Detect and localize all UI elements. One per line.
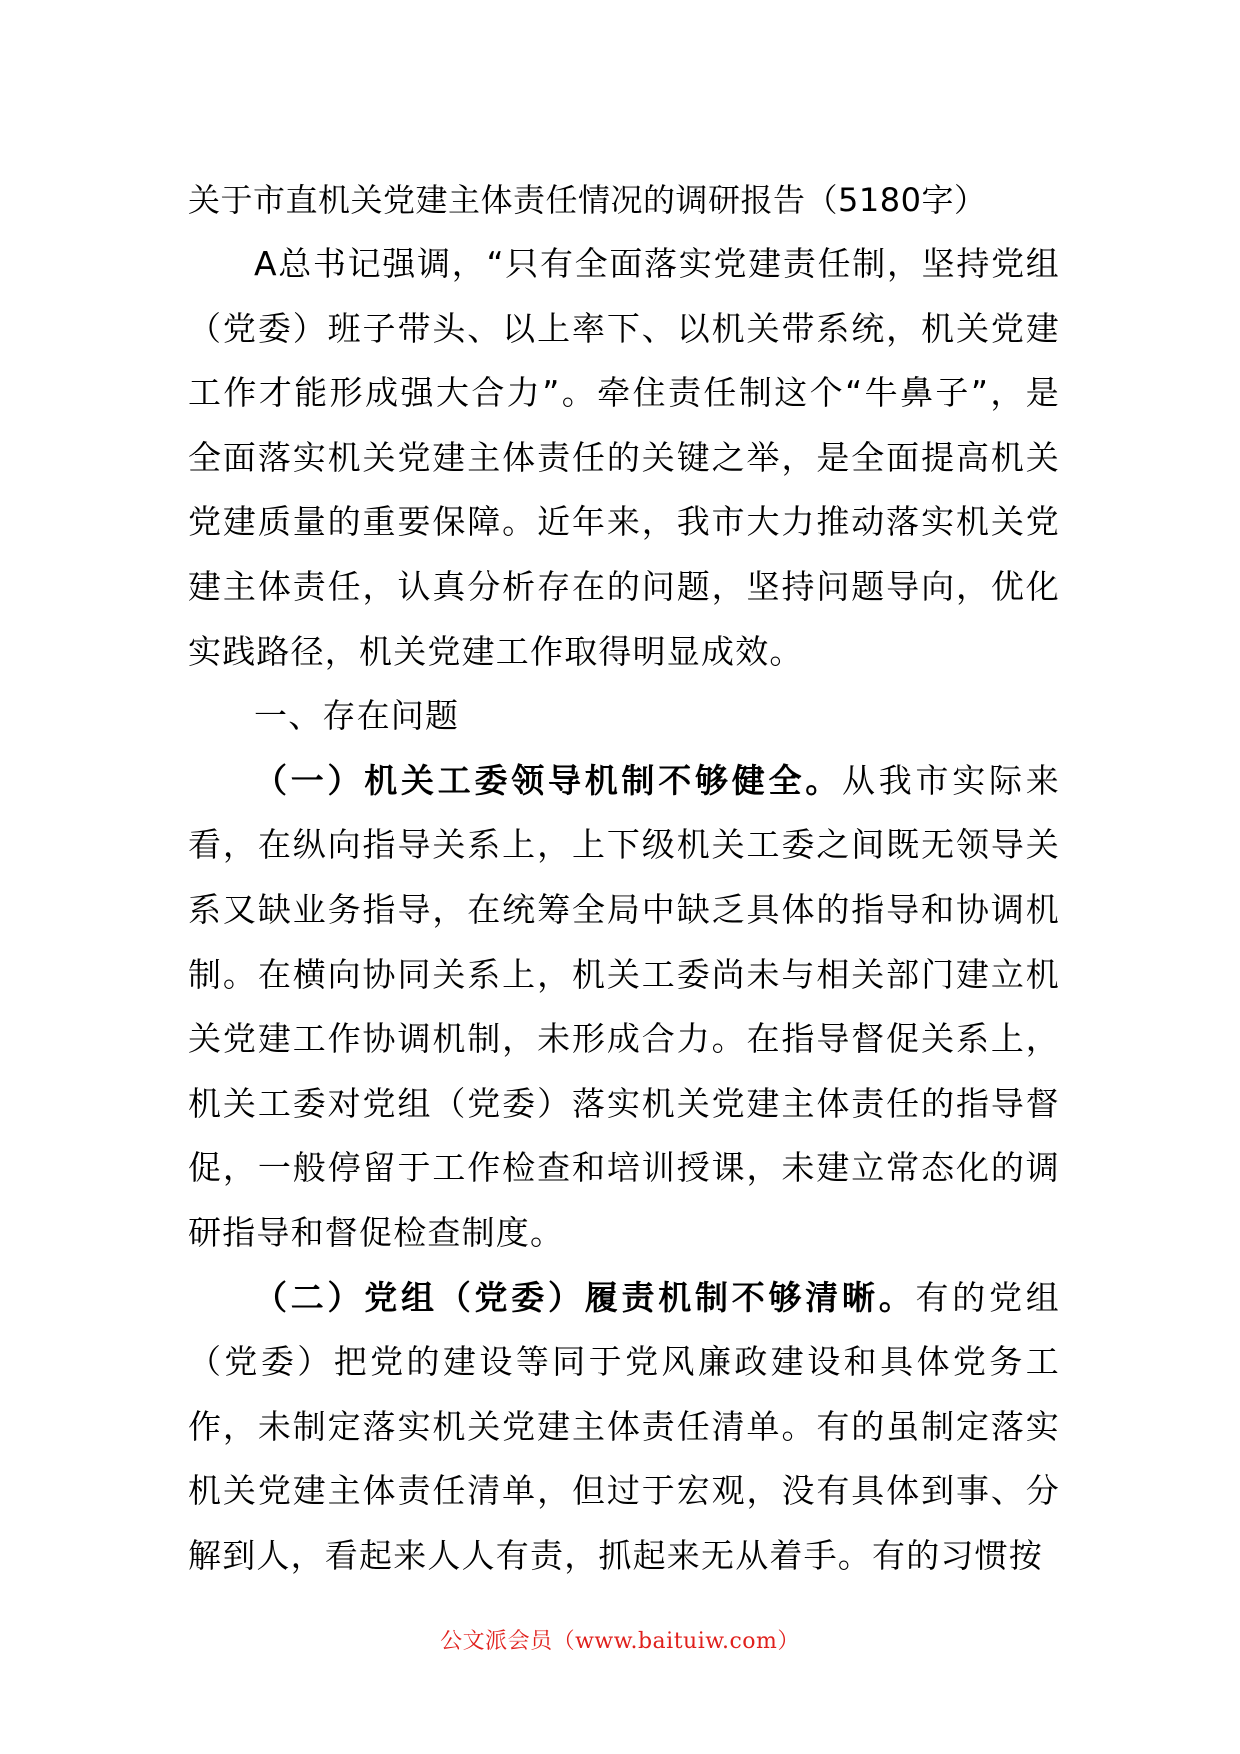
subsection-2-body: 有的党组（党委）把党的建设等同于党风廉政建设和具体党务工作，未制定落实机关党建主体责任清单。有的虽制定落实机关党建主体责任清单，但过于宏观，没有具体到事、分解到人，看起来人人有责，抓起来无从着手。有的习惯按 bbox=[188, 1277, 1060, 1575]
subsection-1-body: 从我市实际来看，在纵向指导关系上，上下级机关工委之间既无领导关系又缺业务指导，在统筹全局中缺乏具体的指导和协调机制。在横向协同关系上，机关工委尚未与相关部门建立机关党建工作协调机制，未形成合力。在指导督促关系上，机关工委对党组（党委）落实机关党建主体责任的指导督促，一般停留于工作检查和培训授课，未建立常态化的调研指导和督促检查制度。 bbox=[188, 760, 1061, 1252]
document-body bbox=[188, 168, 1060, 1588]
document-title: 关于市直机关党建主体责任情况的调研报告（5180字） bbox=[188, 181, 987, 219]
subsection-1-heading: （一）机关工委领导机制不够健全。 bbox=[254, 760, 843, 800]
subsection-2-paragraph bbox=[188, 1266, 1060, 1589]
subsection-2-heading: （二）党组（党委）履责机制不够清晰。 bbox=[254, 1277, 916, 1317]
subsection-1-paragraph bbox=[188, 749, 1060, 1266]
intro-paragraph: A总书记强调，“只有全面落实党建责任制，坚持党组（党委）班子带头、以上率下、以机关带系统，机关党建工作才能形成强大合力”。牵住责任制这个“牛鼻子”，是全面落实机关党建主体责任的关键之举，是全面提高机关党建质量的重要保障。近年来，我市大力推动落实机关党建主体责任，认真分析存在的问题，坚持问题导向，优化实践路径，机关党建工作取得明显成效。 bbox=[188, 244, 1060, 671]
footer-watermark-text[interactable]: 公文派会员（www.baituiw.com） bbox=[440, 1629, 800, 1654]
section-heading-problems: 一、存在问题 bbox=[254, 696, 460, 736]
